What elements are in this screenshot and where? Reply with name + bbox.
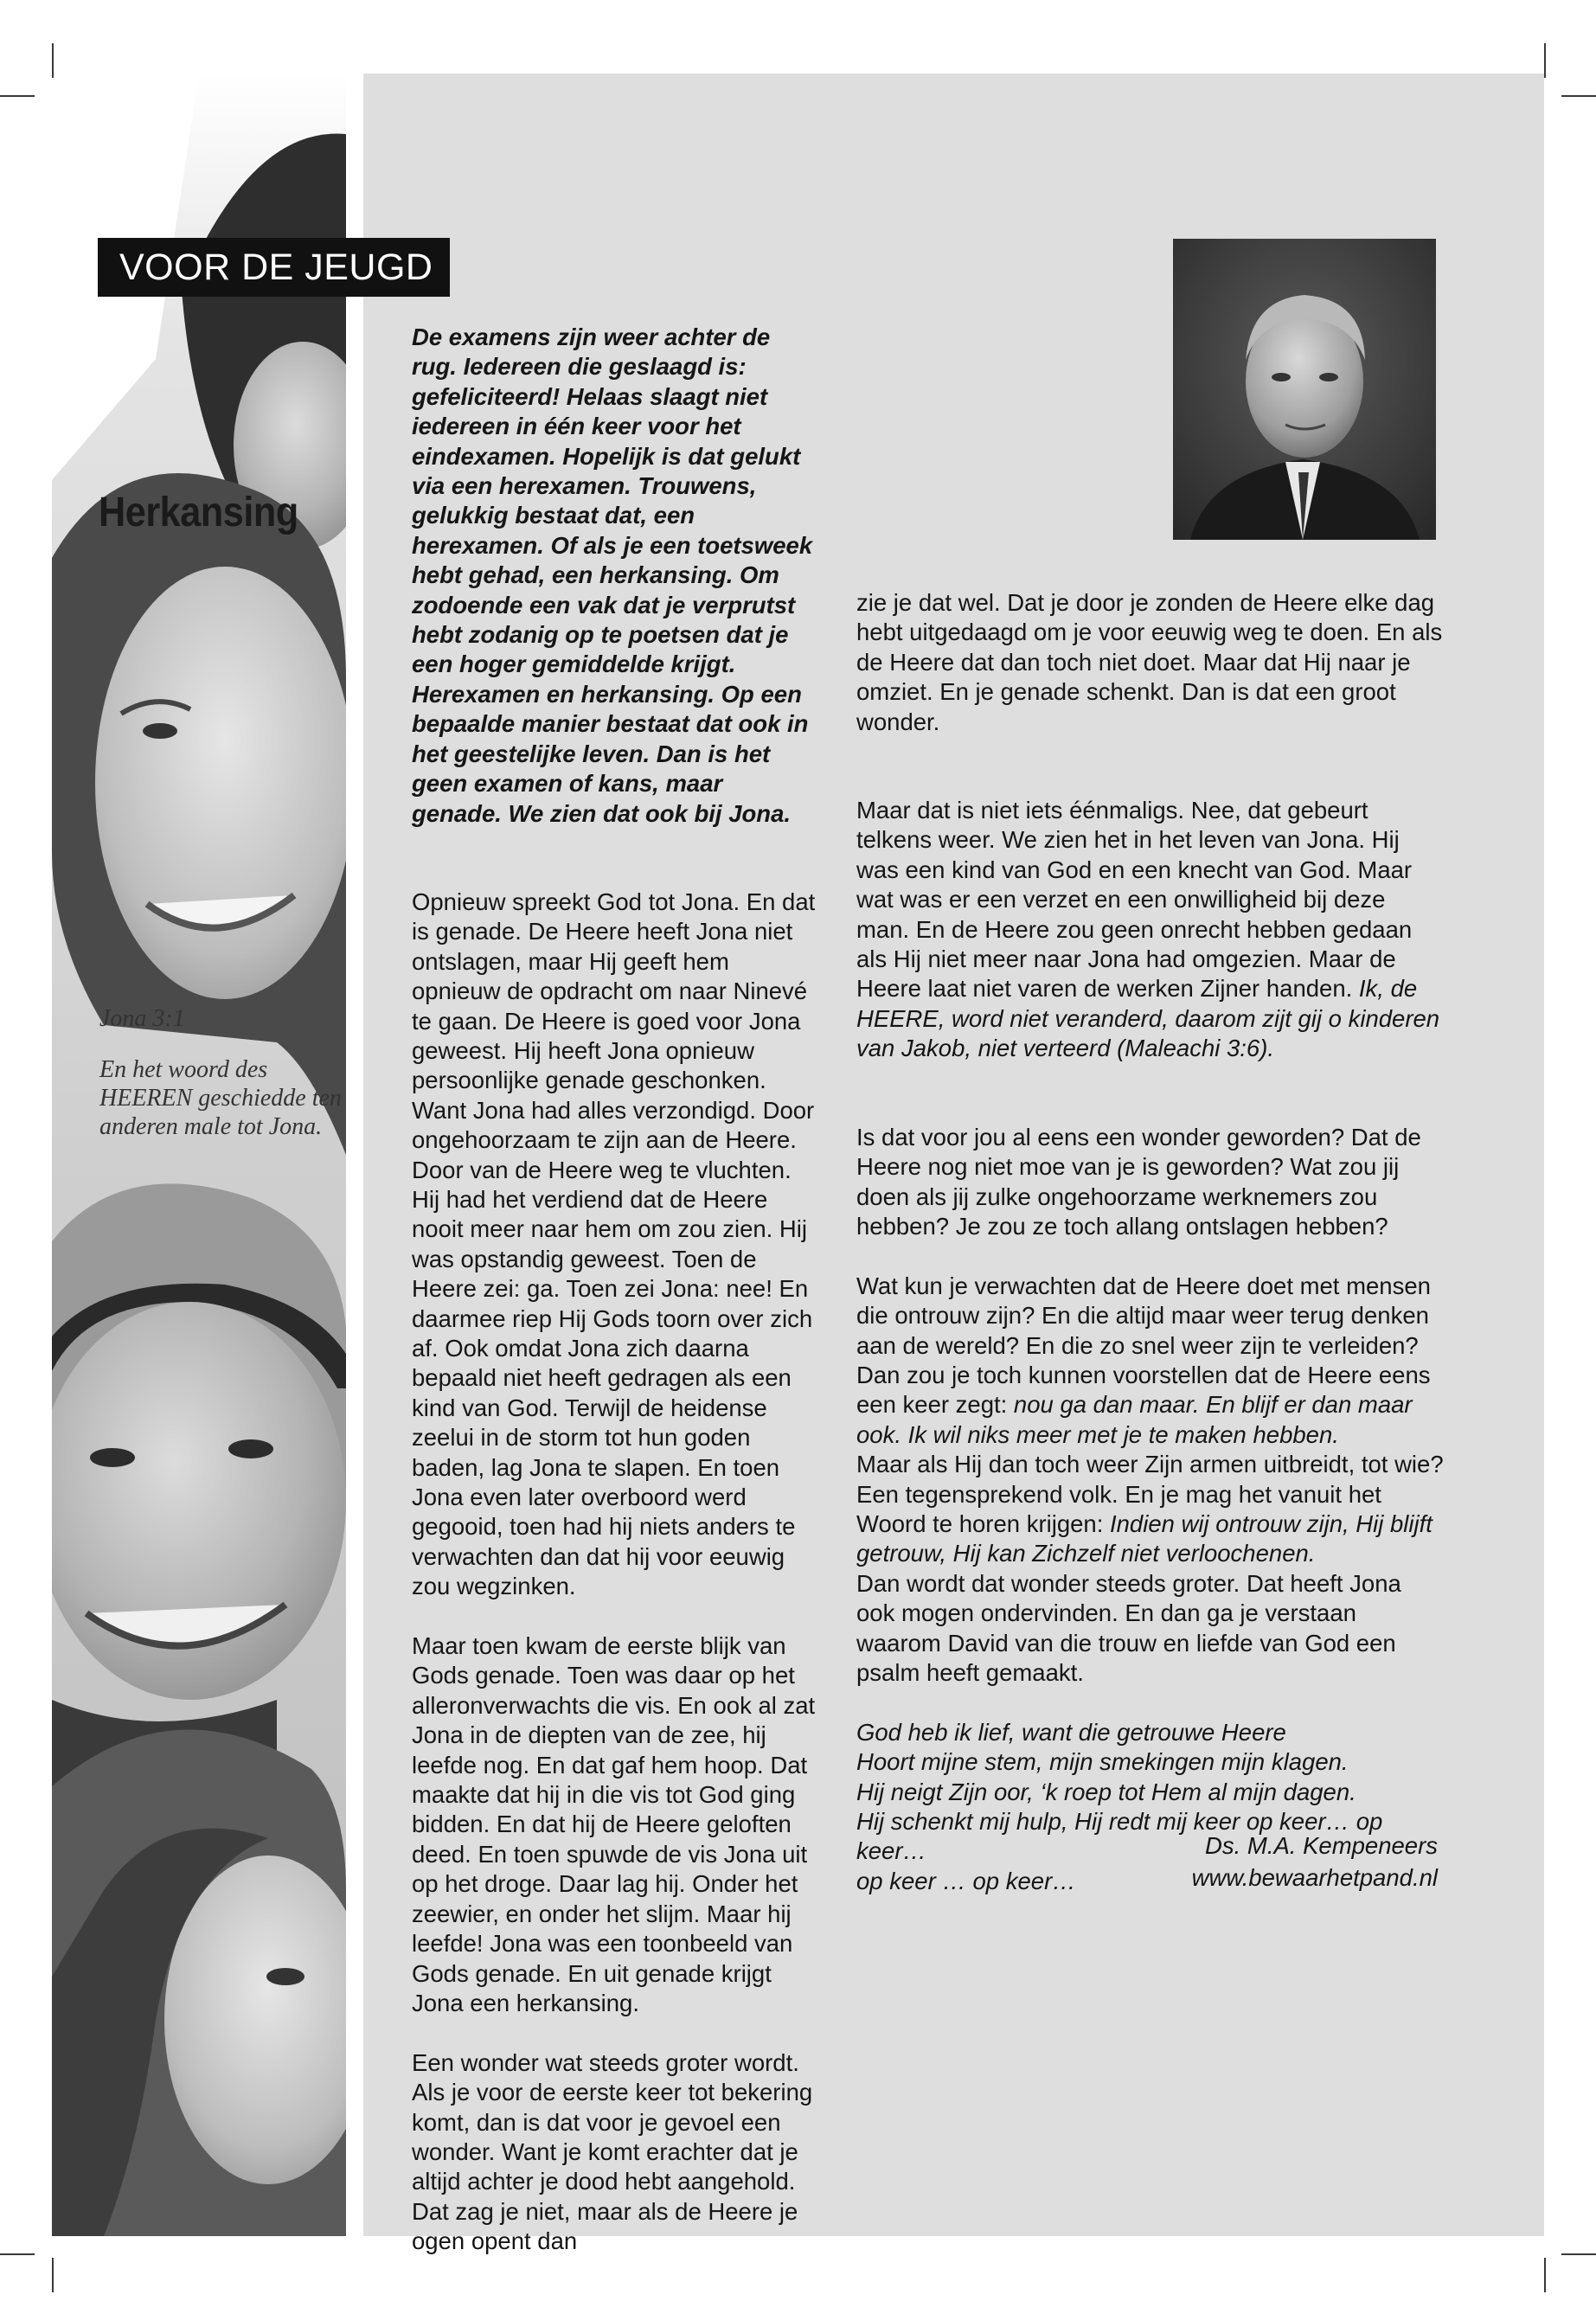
youth-photo-strip	[52, 74, 346, 2236]
crop-mark	[1561, 2253, 1596, 2255]
crop-mark	[1544, 43, 1546, 78]
body-paragraph	[856, 796, 1445, 1064]
body-text: Maar als Hij dan toch weer Zijn armen uitbreidt, tot wie? Een tegensprekend volk. En je mag het vanuit het Woord te horen krijgen:	[856, 1451, 1444, 1537]
scripture-quote: nou ga dan maar. En blijf er dan maar ook. Ik wil niks meer met je te maken hebben.	[856, 1391, 1413, 1448]
body-paragraph: zie je dat wel. Dat je door je zonden de Heere elke dag hebt uitgedaagd om je voor eeuwig weg te doen. En als de Heere dat dan toch niet doet. Maar dat Hij naar je omziet. En je genade schenkt. Dan is dat een groot wonder.	[856, 589, 1443, 735]
psalm-line: op keer … op keer…	[856, 1867, 1076, 1894]
crop-mark	[1544, 2258, 1546, 2292]
body-paragraph: Is dat voor jou al eens een wonder geworden? Dat de Heere nog niet moe van je is geworden? Wat zou jij doen als jij zulke ongehoorzame werknemers zou hebben? Je zou ze toch allang ontslagen hebben?	[856, 1123, 1421, 1240]
author-photo	[1173, 239, 1436, 540]
verse-text: En het woord des HEEREN geschiedde ten anderen male tot Jona.	[99, 1056, 342, 1140]
author-name: Ds. M.A. Kempeneers	[1205, 1832, 1438, 1859]
right-column	[856, 588, 1445, 1896]
psalm-line: Hij schenkt mij hulp, Hij redt mij keer op keer… op keer…	[856, 1808, 1383, 1865]
psalm-line: Hoort mijne stem, mijn smekingen mijn klagen.	[856, 1748, 1349, 1776]
body-text: Wat kun je verwachten dat de Heere doet met mensen die ontrouw zijn? En die altijd maar weer terug denken aan de wereld? En die zo snel weer zijn te verleiden? Dan zou je toch kunnen voorstellen dat de Heere eens een keer zegt:	[856, 1272, 1431, 1419]
body-text: Dan wordt dat wonder steeds groter. Dat heeft Jona ook mogen ondervinden. En dan ga je verstaan waarom David van die trouw en liefde van God een psalm heeft gemaakt.	[856, 1569, 1401, 1686]
youth-faces-illustration	[52, 74, 346, 2236]
body-paragraph: Maar toen kwam de eerste blijk van Gods genade. Toen was daar op het alleronverwachts die vis. En ook al zat Jona in de diepten van de zee, hij leefde nog. En dat gaf hem hoop. Dat maakte dat hij in die vis tot God ging bidden. En dat hij de Heere geloften deed. En toen spuwde de vis Jona uit op het droge. Daar lag hij. Onder het zeewier, en onder het slijm. Maar hij leefde! Jona was een toonbeeld van Gods genade. En uit genade krijgt Jona een herkansing.	[412, 1632, 816, 2016]
intro-paragraph: De examens zijn weer achter de rug. Iedereen die geslaagd is: gefeliciteerd! Helaas slaagt niet iedereen in één keer voor het eindexamen. Hopelijk is dat gelukt via een herexamen. Trouwens, gelukkig bestaat dat, een herexamen. Of als je een toetsweek hebt gehad, een herkansing. Om zodoende een vak dat je verprutst hebt zodanig op te poetsen dat je een hoger gemiddelde krijgt. Herexamen en herkansing. Op een bepaalde manier bestaat dat ook in het geestelijke leven. Dan is het geen examen of kans, maar genade. We zien dat ook bij Jona.	[412, 324, 813, 827]
scripture-quote: Ik, de HEERE, word niet veranderd, daarom zijt gij o kinderen van Jakob, niet verteerd (Maleachi 3:6).	[856, 975, 1440, 1062]
left-column	[412, 323, 818, 2286]
section-label: VOOR DE JEUGD	[98, 238, 450, 297]
psalm-line: God heb ik lief, want die getrouwe Heere	[856, 1718, 1286, 1746]
psalm-line: Hij neigt Zijn oor, ‘k roep tot Hem al mijn dagen.	[856, 1778, 1356, 1805]
article-title: Herkansing	[99, 490, 298, 535]
body-paragraph	[856, 1272, 1445, 1689]
crop-mark	[1561, 95, 1596, 97]
body-paragraph: Een wonder wat steeds groter wordt. Als je voor de eerste keer tot bekering komt, dan is dat voor je gevoel een wonder. Want je komt erachter dat je altijd achter je dood hebt aangehold. Dat zag je niet, maar als de Heere je ogen opent dan	[412, 2048, 813, 2255]
portrait-illustration	[1173, 239, 1436, 540]
crop-mark	[52, 43, 54, 78]
crop-mark	[52, 2258, 54, 2292]
crop-mark	[0, 95, 35, 97]
scripture-quote: Indien wij ontrouw zijn, Hij blijft getrouw, Hij kan Zichzelf niet verloochenen.	[856, 1509, 1433, 1567]
signature	[1192, 1830, 1438, 1894]
author-website: www.bewaarhetpand.nl	[1191, 1864, 1438, 1891]
body-text: Maar dat is niet iets éénmaligs. Nee, dat gebeurt telkens weer. We zien het in het leven van Jona. Hij was een kind van God en een knecht van God. Maar wat was er een verzet en een onwilligheid bij deze man. En de Heere zou geen onrecht hebben gedaan als Hij niet meer naar Jona had omgezien. Maar de Heere laat niet varen de werken Zijner handen.	[856, 797, 1413, 1003]
verse-reference: Jona 3:1	[99, 1005, 185, 1032]
crop-mark	[0, 2253, 35, 2255]
body-paragraph: Opnieuw spreekt God tot Jona. En dat is genade. De Heere heeft Jona niet ontslagen, maar Hij geeft hem opnieuw de opdracht om naar Ninevé te gaan. De Heere is goed voor Jona geweest. Hij heeft Jona opnieuw persoonlijke genade geschonken. Want Jona had alles verzondigd. Door ongehoorzaam te zijn aan de Heere. Door van de Heere weg te vluchten. Hij had het verdiend dat de Heere nooit meer naar hem om zou zien. Hij was opstandig geweest. Toen de Heere zei: ga. Toen zei Jona: nee! En daarmee riep Hij Gods toorn over zich af. Ook omdat Jona zich daarna bepaald niet heeft gedragen als een kind van God. Terwijl de heidense zeelui in de storm tot hun goden baden, lag Jona te slapen. En toen Jona even later overboord werd gegooid, toen had hij niets anders te verwachten dan dat hij voor eeuwig zou wegzinken.	[412, 888, 816, 1600]
